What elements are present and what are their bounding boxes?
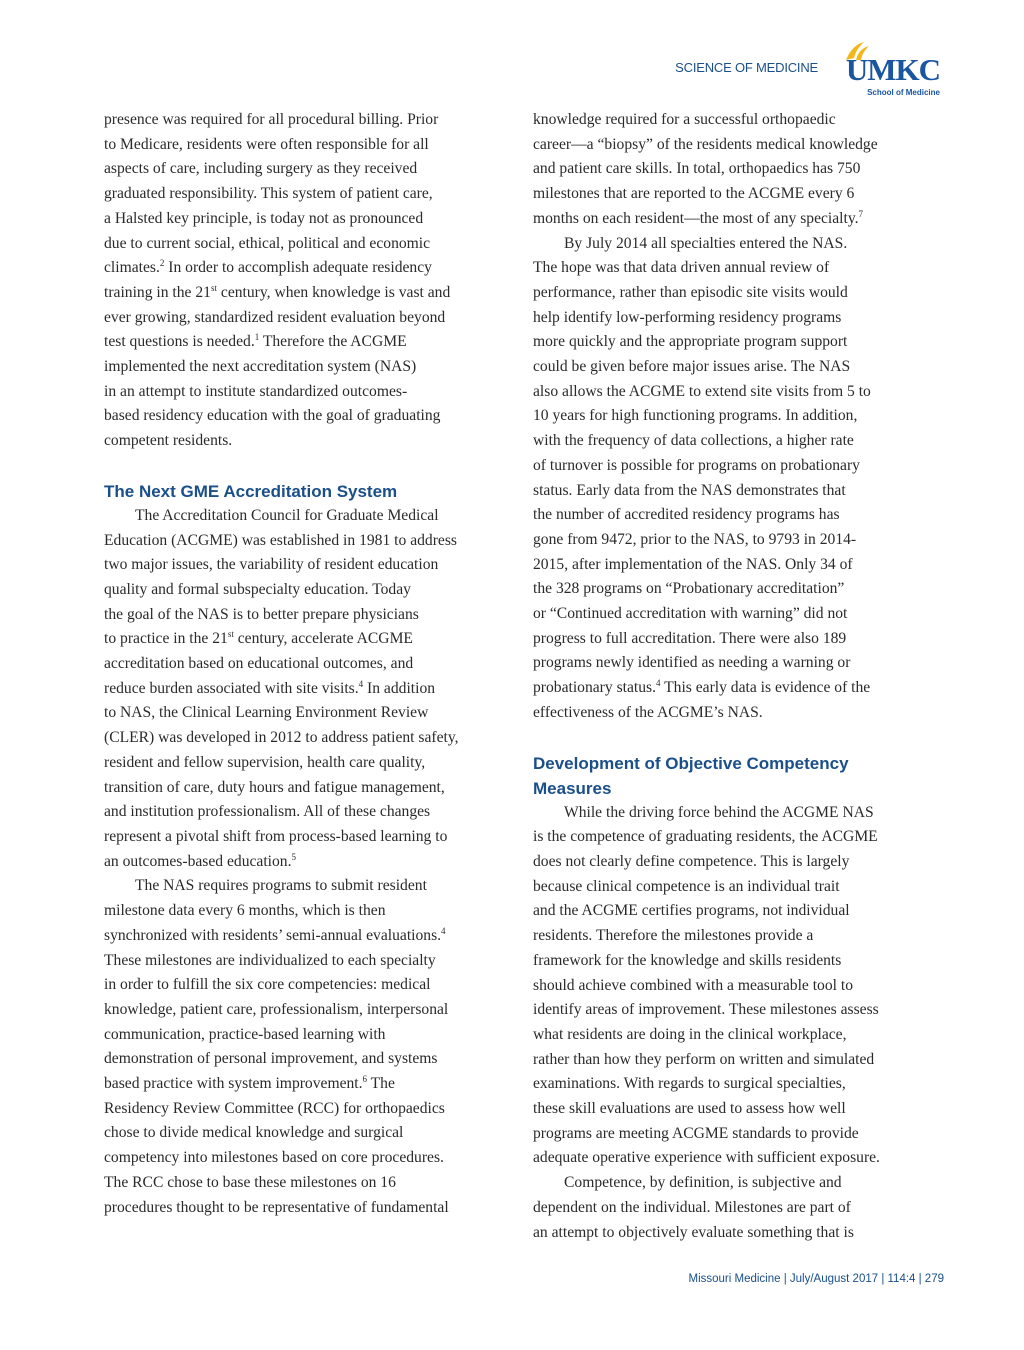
citation-ref: 1 [254,332,260,343]
umkc-logo [836,48,940,102]
section-heading: Development of Objective Competency Measures [533,753,849,798]
paragraph: The NAS requires programs to submit resident milestone data every 6 months, which is then synchronized with residents’ semi-annual evaluations.$^4$ These milestones are individualized to each specialty in order to fulfill the six core competencies: medical knowledge, patient care, professionalism, interpersonal communication, practice-based learning with demonstration of personal improvement, and systems based practice with system improvement.$^6$ The Residency Review Committee (RCC) for orthopaedics chose to divide medical knowledge and surgical competency into milestones based on core procedures. The RCC chose to base these milestones on 16 procedures thought to be representative of fundamental [104,877,449,1216]
citation-ref: 4 [441,925,446,936]
left-column [104,108,508,1220]
section-label: SCIENCE OF MEDICINE [675,60,818,75]
paragraph: By July 2014 all specialties entered the NAS. The hope was that data driven annual review of performance, rather than episodic site visits would help identify low-performing residency programs more quickly and the appropriate program support could be given before major issues arise. The NAS also allows the ACGME to extend site visits from 5 to 10 years for high functioning programs. In addition, with the frequency of data collections, a higher rate of turnover is possible for programs on probationary status. Early data from the NAS demonstrates that the number of accredited residency programs has gone from 9472, prior to the NAS, to 9793 in 2014- 2015, after implementation of the NAS. Only 34 of the 328 programs on “Probationary accreditation” or “Continued accreditation with warning” did not progress to full accreditation. There were also 189 programs newly identified as needing a warning or probationary status.$^4$ This early data is evidence of the effectiveness of the ACGME’s NAS. [533,234,871,721]
citation-ref: 4 [358,678,364,689]
citation-ref: 5 [291,851,296,862]
paragraph: While the driving force behind the ACGME NAS is the competence of graduating residents, the ACGME does not clearly define competence. This is largely because clinical competence is an individual trait and the ACGME certifies programs, not individual residents. Therefore the milestones provide a framework for the knowledge and skills residents should achieve combined with a measurable tool to identify areas of improvement. These milestones assess what residents are doing in the clinical workplace, rather than how they perform on written and simulated examinations. With regards to surgical specialties, these skill evaluations are used to assess how well programs are meeting ACGME standards to provide adequate operative experience with sufficient exposure. [533,803,880,1167]
paragraph: The Accreditation Council for Graduate Medical Education (ACGME) was established in 1981 to address two major issues, the variability of resident education quality and formal subspecialty education. Today the goal of the NAS is to better prepare physicians to practice in the 21st century, accelerate ACGME accreditation based on educational outcomes, and reduce burden associated with site visits.$^4$ In addition to NAS, the Clinical Learning Environment Review (CLER) was developed in 2012 to address patient safety, resident and fellow supervision, health care quality, transition of care, duty hours and fatigue management, and institution professionalism. All of these changes represent a pivotal shift from process-based learning to an outcomes-based education.$^5$ [104,506,459,870]
citation-ref: 2 [159,258,165,269]
paragraph: Competence, by definition, is subjective and dependent on the individual. Milestones are part of an attempt to objectively evaluate something that is [533,1174,854,1241]
citation-ref: 7 [858,208,864,219]
logo-subtitle: School of Medicine [867,88,940,97]
paragraph: presence was required for all procedural billing. Prior to Medicare, residents were often responsible for all aspects of care, including surgery as they received graduated responsibility. This system of patient care, a Halsted key principle, is today not as pronounced due to current social, ethical, political and economic climates.$^2$ In order to accomplish adequate residency training in the 21st century, when knowledge is vast and ever growing, standardized resident evaluation beyond test questions is needed.$^1$ Therefore the ACGME implemented the next accreditation system (NAS) in an attempt to institute standardized outcomes- based residency education with the goal of graduating competent residents. [104,111,451,450]
paragraph: knowledge required for a successful orthopaedic career—a “biopsy” of the residents medical knowledge and patient care skills. In total, orthopaedics has 750 milestones that are reported to the ACGME every 6 months on each resident—the most of any specialty.$^7$ [533,111,878,227]
page-footer: Missouri Medicine | July/August 2017 | 114:4 | 279 [688,1273,944,1285]
citation-ref: 4 [656,677,661,688]
right-column [533,108,937,1245]
section-heading: The Next GME Accreditation System [104,481,398,501]
logo-wordmark: UMKC [845,52,940,87]
citation-ref: 6 [362,1073,368,1084]
